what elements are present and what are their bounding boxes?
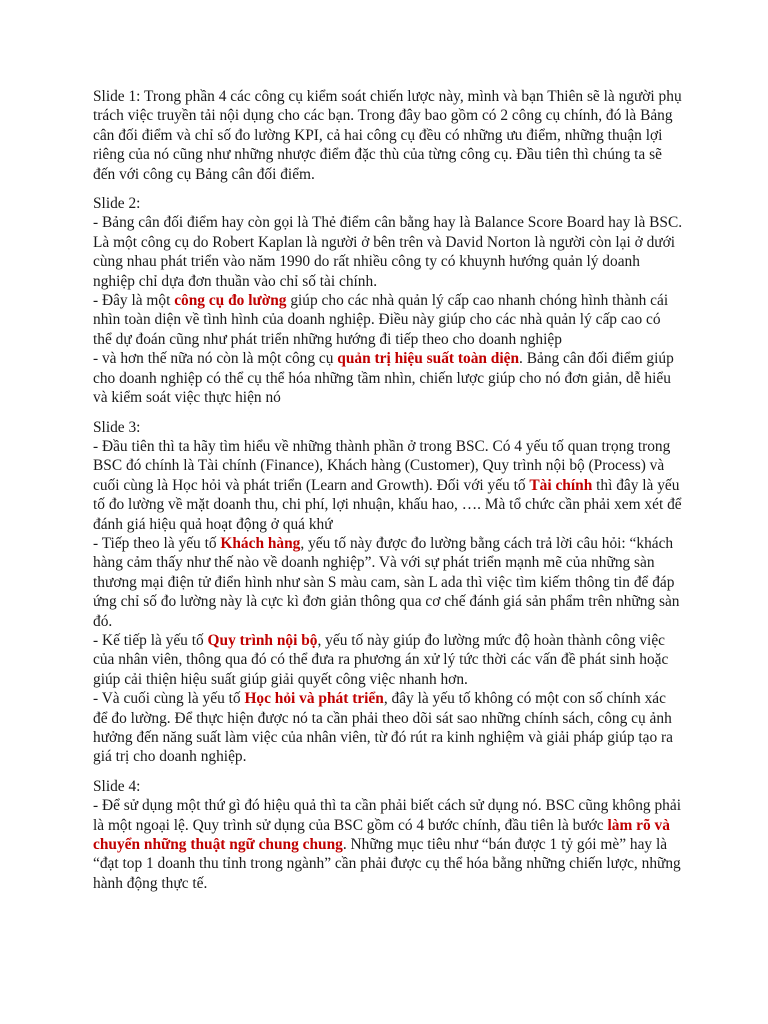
slide-2-paragraph-3 xyxy=(93,349,683,407)
slide-3-p2-text-before: - Tiếp theo là yếu tố xyxy=(93,534,221,552)
slide-4-p1-highlight: làm rõ và chuyển những thuật ngữ chung chung xyxy=(93,816,670,854)
slide-4-paragraph-1 xyxy=(93,796,683,893)
slide-4-p1-text-after: . Những mục tiêu như “bán được 1 tỷ gói mè” hay là “đạt top 1 doanh thu tỉnh trong ngành” cần phải được cụ thể hóa bằng những chiến lược, những hành động thực tế. xyxy=(93,836,681,892)
slide-2-p3-text-after: . Bảng cân đối điểm giúp cho doanh nghiệp có thể cụ thể hóa những tầm nhìn, chiến lược giúp cho nó đơn giản, dễ hiểu và kiểm soát việc thực hiện nó xyxy=(93,350,674,407)
slide-3-p1-text-before: - Đầu tiên thì ta hãy tìm hiểu về những thành phần ở trong BSC. Có 4 yếu tố quan trọng trong BSC đó chính là Tài chính (Finance), Khách hàng (Customer), Quy trình nội bộ (Process) và cuối cùng là Học hỏi và phát triển (Learn and Growth). Đối với yếu tố xyxy=(93,437,671,494)
slide-4-p1-text-before: - Để sử dụng một thứ gì đó hiệu quả thì ta cần phải biết cách sử dụng nó. BSC cũng không phải là một ngoại lệ. Quy trình sử dụng của BSC gồm có 4 bước chính, đầu tiên là bước xyxy=(93,797,681,834)
slide-2-section xyxy=(93,194,683,407)
slide-2-p2-highlight: công cụ đo lường xyxy=(174,292,287,310)
slide-3-paragraph-3 xyxy=(93,631,683,689)
slide-2-paragraph-2 xyxy=(93,291,683,349)
document-page xyxy=(93,87,683,903)
slide-1-title: Slide 1: xyxy=(93,88,141,105)
slide-3-paragraph-2 xyxy=(93,534,683,631)
slide-3-p2-text-after: , yếu tố này được đo lường bằng cách trả lời câu hỏi: “khách hàng cảm thấy như thế nào về doanh nghiệp”. Và với sự phát triển mạnh mẽ của những sàn thương mại điện tử điển hình như sàn S màu cam, sàn L ada thì việc tìm kiếm thông tin để đáp ứng chỉ số đo lường này là cực kì đơn giản thông qua cơ chế đánh giá sản phẩm trên những sàn đó. xyxy=(93,534,680,630)
slide-3-p4-text-before: - Và cuối cùng là yếu tố xyxy=(93,690,245,708)
slide-3-paragraph-4 xyxy=(93,689,683,767)
slide-2-title: Slide 2: xyxy=(93,195,141,213)
slide-3-p3-text-before: - Kế tiếp là yếu tố xyxy=(93,631,208,649)
slide-2-paragraph-1: - Bảng cân đối điểm hay còn gọi là Thẻ điểm cân bằng hay là Balance Score Board hay là BSC. Là một công cụ do Robert Kaplan là người ở bên trên và David Norton là người còn lại ở dưới cùng nhau phát triển vào năm 1990 do rất nhiều công ty có khuynh hướng quản lý doanh nghiệp chỉ dựa đơn thuần vào chỉ số tài chính. xyxy=(93,214,683,290)
slide-3-p3-highlight: Quy trình nội bộ xyxy=(207,631,318,649)
slide-1-text: Trong phần 4 các công cụ kiểm soát chiến lược này, mình và bạn Thiên sẽ là người phụ trách việc truyền tải nội dụng cho các bạn. Trong đây bao gồm có 2 công cụ chính, đó là Bảng cân đối điểm và chỉ số đo lường KPI, cả hai công cụ đều có những ưu điểm, những thuận lợi riêng của nó cũng như những nhược điểm đặc thù của từng công cụ. Đầu tiên thì chúng ta sẽ đến với công cụ Bảng cân đối điểm. xyxy=(93,88,682,183)
slide-4-section xyxy=(93,777,683,893)
slide-3-p1-highlight: Tài chính xyxy=(529,476,593,494)
slide-3-p4-text-after: , đây là yếu tố không có một con số chính xác để đo lường. Để thực hiện được nó ta cần phải theo dõi sát sao những chính sách, công cụ ảnh hưởng đến năng suất làm việc của nhân viên, từ đó rút ra kinh nghiệm và giải pháp giúp tạo ra giá trị cho doanh nghiệp. xyxy=(93,690,674,766)
slide-1-paragraph xyxy=(93,87,683,184)
slide-2-p3-text-before: - và hơn thế nữa nó còn là một công cụ xyxy=(93,350,338,368)
slide-3-p4-highlight: Học hỏi và phát triển xyxy=(244,690,384,708)
slide-2-p2-text-before: - Đây là một xyxy=(93,292,175,310)
slide-3-paragraph-1 xyxy=(93,437,683,534)
slide-1-section xyxy=(93,87,683,184)
slide-4-title: Slide 4: xyxy=(93,777,141,795)
slide-2-p3-highlight: quản trị hiệu suất toàn diện xyxy=(337,350,520,368)
slide-2-p2-text-after: giúp cho các nhà quản lý cấp cao nhanh chóng hình thành cái nhìn toàn diện về tình hình của doanh nghiệp. Điều này giúp cho các nhà quản lý cấp cao có thể dự đoán cũng như phát triển những hướng đi tiếp theo cho doanh nghiệp xyxy=(93,292,669,348)
slide-3-title: Slide 3: xyxy=(93,418,141,436)
slide-3-p1-text-after: thì đây là yếu tố đo lường về mặt doanh thu, chi phí, lợi nhuận, khấu hao, …. Mà tổ chức cần phải xem xét để đánh giá hiệu quả hoạt động ở quá khứ xyxy=(93,476,682,533)
slide-3-p3-text-after: , yếu tố này giúp đo lường mức độ hoàn thành công việc của nhân viên, thông qua đó có thể đưa ra phương án xử lý tức thời các vấn đề phát sinh hoặc giúp cải thiện hiệu suất giúp giải quyết công việc nhanh hơn. xyxy=(93,631,669,688)
slide-3-p2-highlight: Khách hàng xyxy=(220,534,301,552)
slide-3-section xyxy=(93,418,683,767)
